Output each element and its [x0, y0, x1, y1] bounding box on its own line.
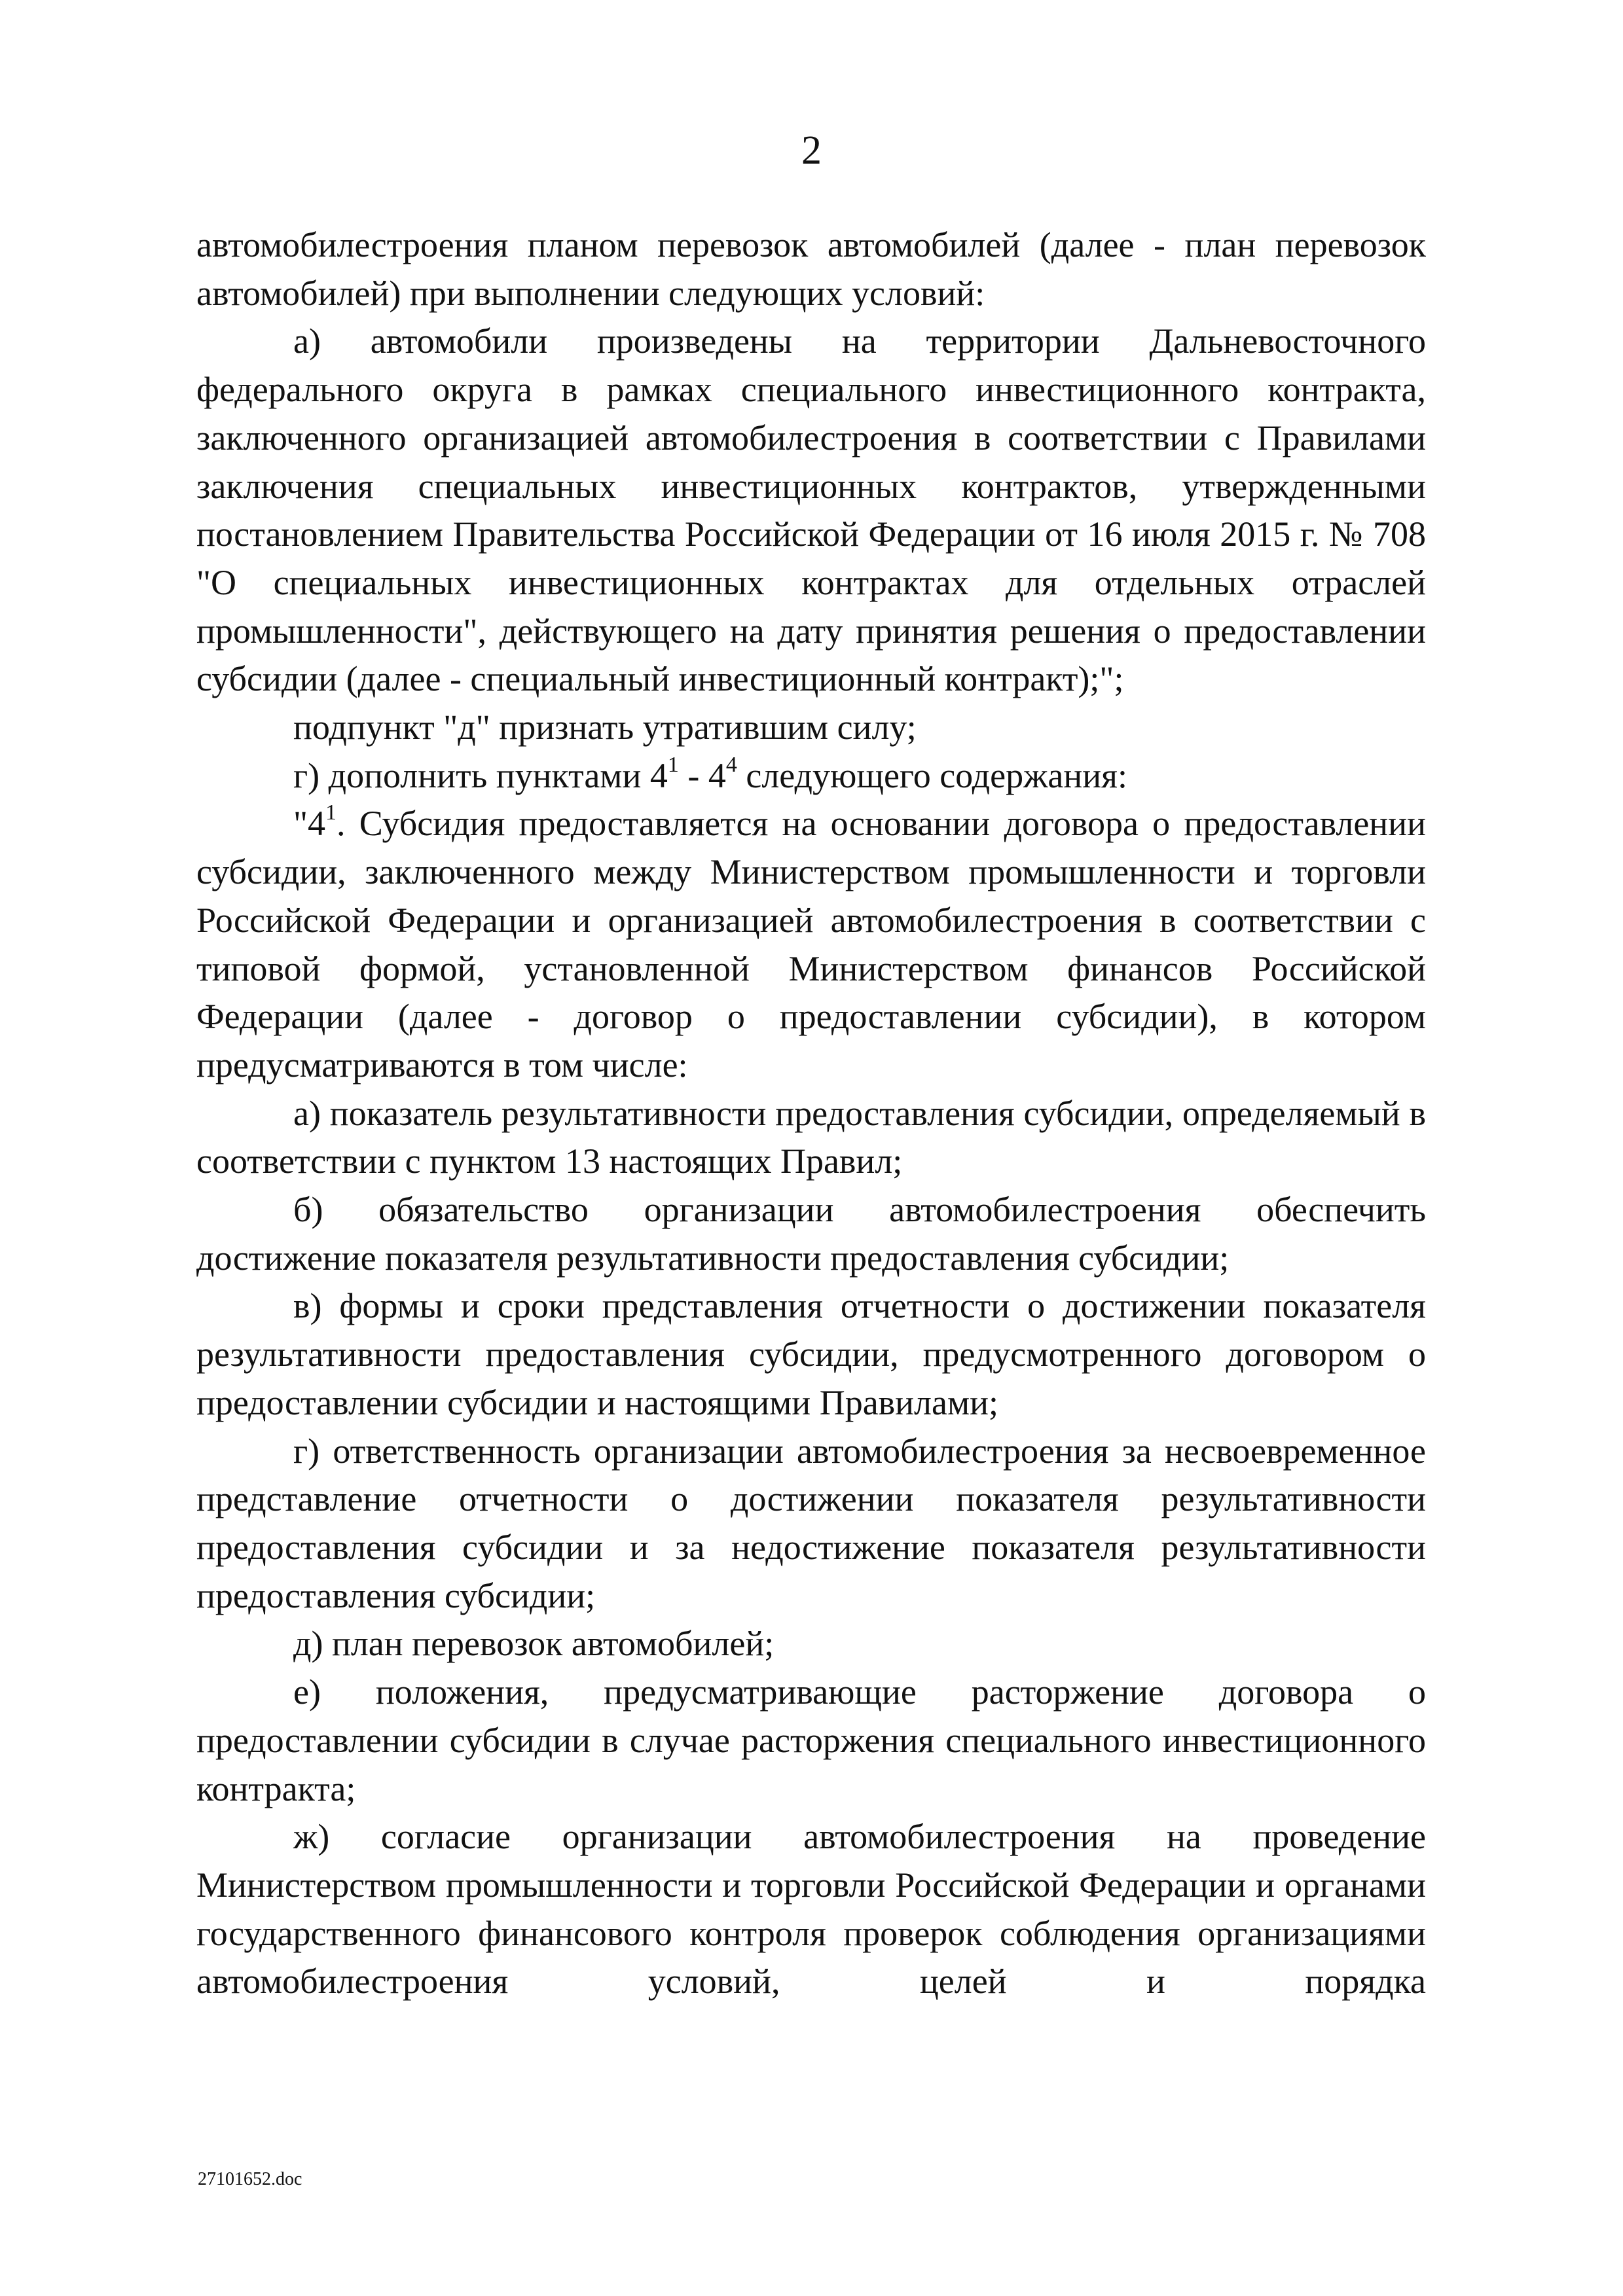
- paragraph-text: "4: [293, 804, 326, 844]
- paragraph-item-a: а) автомобили произведены на территории Дальневосточного федерального округа в рамках специального инвестиционного контракта, заключенного организацией автомобилестроения в соответствии с Правилами заключения специальных инвестиционных контрактов, утвержденными постановлением Правительства Российской Федерации от 16 июля 2015 г. № 708 "О специальных инвестиционных контрактах для отдельных отраслей промышленности", действующего на дату принятия решения о предоставлении субсидии (далее - специальный инвестиционный контракт);";: [196, 321, 1426, 699]
- paragraph-text: - 4: [678, 755, 726, 795]
- paragraph-text: следующего содержания:: [737, 755, 1127, 795]
- paragraph-point-4-1: [196, 800, 1426, 1089]
- paragraph-text: г) дополнить пунктами 4: [293, 755, 668, 795]
- paragraph-item-g: г) ответственность организации автомобилестроения за несвоевременное представление отчетности о достижении показателя результативности предоставления субсидии и за недостижение показателя результативности предоставления субсидии;: [196, 1431, 1426, 1615]
- paragraph-item-g-supplement: [196, 752, 1426, 800]
- paragraph-item-d: д) план перевозок автомобилей;: [293, 1624, 775, 1664]
- paragraph-item-v: в) формы и сроки представления отчетности о достижении показателя результативности предоставления субсидии, предусмотренного договором о предоставлении субсидии и настоящими Правилами;: [196, 1286, 1426, 1422]
- paragraph-item-zh: ж) согласие организации автомобилестроения на проведение Министерством промышленности и торговли Российской Федерации и органами государственного финансового контроля проверок соблюдения организациями автомобилестроения условий, целей и порядка: [196, 1817, 1426, 2001]
- paragraph-item-a: а) показатель результативности предоставления субсидии, определяемый в соответствии с пунктом 13 настоящих Правил;: [196, 1093, 1426, 1181]
- paragraph-item-e: е) положения, предусматривающие расторжение договора о предоставлении субсидии в случае расторжения специального инвестиционного контракта;: [196, 1672, 1426, 1808]
- superscript: 1: [667, 752, 679, 777]
- footer-filename: 27101652.doc: [198, 2169, 302, 2189]
- superscript: 1: [325, 800, 337, 825]
- paragraph-text: . Субсидия предоставляется на основании договора о предоставлении субсидии, заключенного между Министерством промышленности и торговли Российской Федерации и организацией автомобилестроения в соответствии с типовой формой, установленной Министерством финансов Российской Федерации (далее - договор о предоставлении субсидии), в котором предусматриваются в том числе:: [196, 804, 1426, 1085]
- superscript: 4: [725, 752, 737, 777]
- document-body: [196, 221, 1426, 2006]
- paragraph-continuation: автомобилестроения планом перевозок автомобилей (далее - план перевозок автомобилей) при выполнении следующих условий:: [196, 225, 1426, 313]
- paragraph-item-b: б) обязательство организации автомобилестроения обеспечить достижение показателя результативности предоставления субсидии;: [196, 1190, 1426, 1278]
- paragraph-subitem-d-repealed: подпункт "д" признать утратившим силу;: [293, 708, 917, 747]
- page-number: 2: [801, 128, 822, 173]
